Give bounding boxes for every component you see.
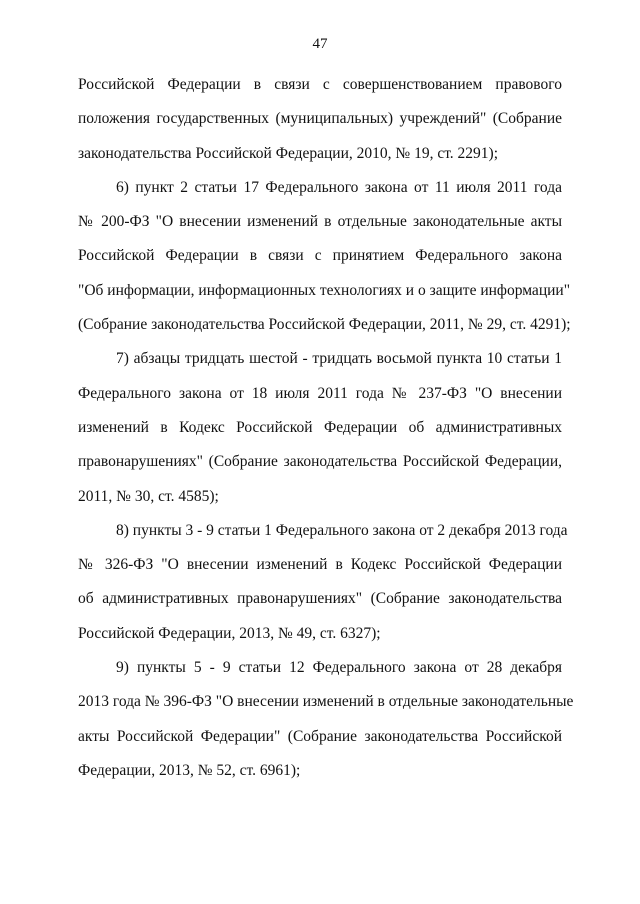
text-line: Федерального закона от 18 июля 2011 года № 237-ФЗ "О внесении	[78, 384, 562, 402]
page-number: 47	[312, 36, 328, 52]
text-line: № 326-ФЗ "О внесении изменений в Кодекс Российской Федерации	[78, 556, 562, 574]
text-line: Российской Федерации, 2013, № 49, ст. 6327);	[78, 624, 381, 642]
list-item-8-line: 8) пункты 3 - 9 статьи 1 Федерального закона от 2 декабря 2013 года	[116, 521, 568, 539]
text-line: № 200-ФЗ "О внесении изменений в отдельные законодательные акты	[78, 213, 562, 231]
text-line: акты Российской Федерации" (Собрание законодательства Российской	[78, 727, 562, 745]
list-item-7-line: 7) абзацы тридцать шестой - тридцать восьмой пункта 10 статьи 1	[116, 350, 562, 368]
list-item-9-line: 9) пункты 5 - 9 статьи 12 Федерального закона от 28 декабря	[116, 659, 562, 677]
text-line: изменений в Кодекс Российской Федерации об административных	[78, 418, 562, 436]
text-line: 2013 года № 396-ФЗ "О внесении изменений в отдельные законодательные	[78, 693, 574, 711]
text-line: Российской Федерации в связи с совершенствованием правового	[78, 76, 562, 93]
document-body	[78, 68, 574, 788]
text-line: (Собрание законодательства Российской Федерации, 2011, № 29, ст. 4291);	[78, 316, 571, 334]
text-line: положения государственных (муниципальных) учреждений" (Собрание	[78, 110, 562, 128]
text-line: 2011, № 30, ст. 4585);	[78, 487, 219, 505]
text-line: правонарушениях" (Собрание законодательства Российской Федерации,	[78, 453, 562, 471]
text-line: Российской Федерации в связи с принятием Федерального закона	[78, 247, 562, 265]
text-line: законодательства Российской Федерации, 2010, № 19, ст. 2291);	[78, 144, 499, 162]
text-line: "Об информации, информационных технологиях и о защите информации"	[78, 281, 571, 299]
list-item-6-line: 6) пункт 2 статьи 17 Федерального закона от 11 июля 2011 года	[116, 178, 562, 196]
text-line: Федерации, 2013, № 52, ст. 6961);	[78, 761, 301, 779]
text-line: об административных правонарушениях" (Собрание законодательства	[78, 590, 562, 608]
